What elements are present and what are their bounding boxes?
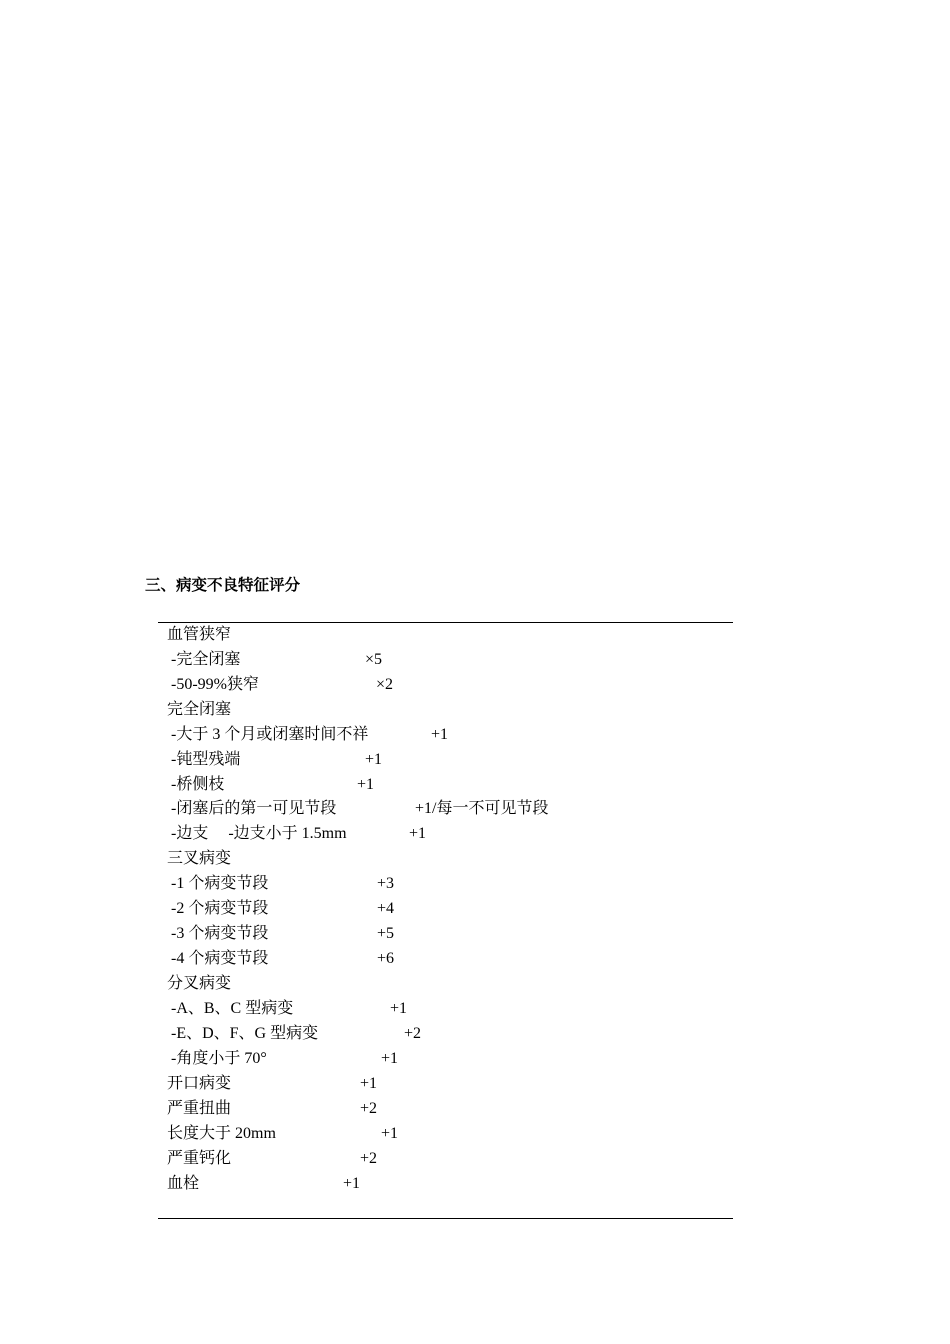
- criterion-label: 分叉病变: [167, 975, 232, 992]
- criterion-label: -A、B、C 型病变: [167, 1000, 294, 1017]
- criterion-score: ×5: [365, 651, 383, 668]
- criterion-score: +2: [360, 1100, 378, 1117]
- criterion-score: +1: [365, 751, 383, 768]
- criterion-score: +1: [357, 776, 375, 793]
- criterion-score: +1: [390, 1000, 408, 1017]
- criterion-label: 长度大于 20mm: [167, 1125, 276, 1142]
- criterion-label: -角度小于 70°: [167, 1050, 267, 1067]
- criterion-label: -50-99%狭窄: [167, 676, 259, 693]
- criterion-label: -完全闭塞: [167, 651, 241, 668]
- criterion-label: 严重扭曲: [167, 1100, 232, 1117]
- table-bottom-rule: [158, 1218, 733, 1219]
- criterion-label: 完全闭塞: [167, 701, 232, 718]
- criterion-label: -1 个病变节段: [167, 875, 269, 892]
- criterion-score: ×2: [376, 676, 394, 693]
- criterion-label: -钝型残端: [167, 751, 241, 768]
- criterion-label: 血栓: [167, 1175, 200, 1192]
- criterion-label: -4 个病变节段: [167, 950, 269, 967]
- criterion-score: +1: [409, 825, 427, 842]
- criterion-score: +2: [404, 1025, 422, 1042]
- criterion-score: +1: [343, 1175, 361, 1192]
- criterion-label: -2 个病变节段: [167, 900, 269, 917]
- criterion-label: -3 个病变节段: [167, 925, 269, 942]
- criterion-score: +1: [431, 726, 449, 743]
- criterion-score: +1: [381, 1125, 399, 1142]
- criterion-score: +6: [377, 950, 395, 967]
- criterion-label: -桥侧枝: [167, 776, 225, 793]
- criterion-score: +1: [360, 1075, 378, 1092]
- criterion-label: -E、D、F、G 型病变: [167, 1025, 319, 1042]
- criterion-score: +2: [360, 1150, 378, 1167]
- criterion-score: +5: [377, 925, 395, 942]
- criterion-score: +1: [381, 1050, 399, 1067]
- criterion-label: 血管狭窄: [167, 626, 232, 643]
- criterion-label: -边支 -边支小于 1.5mm: [167, 825, 347, 842]
- criterion-score: +4: [377, 900, 395, 917]
- criterion-score: +1/每一不可见节段: [415, 800, 549, 817]
- criterion-label: -闭塞后的第一可见节段: [167, 800, 337, 817]
- criterion-label: 三叉病变: [167, 850, 232, 867]
- criterion-label: -大于 3 个月或闭塞时间不祥: [167, 726, 369, 743]
- criterion-label: 严重钙化: [167, 1150, 232, 1167]
- criterion-score: +3: [377, 875, 395, 892]
- section-heading: 三、病变不良特征评分: [145, 576, 301, 594]
- criterion-label: 开口病变: [167, 1075, 232, 1092]
